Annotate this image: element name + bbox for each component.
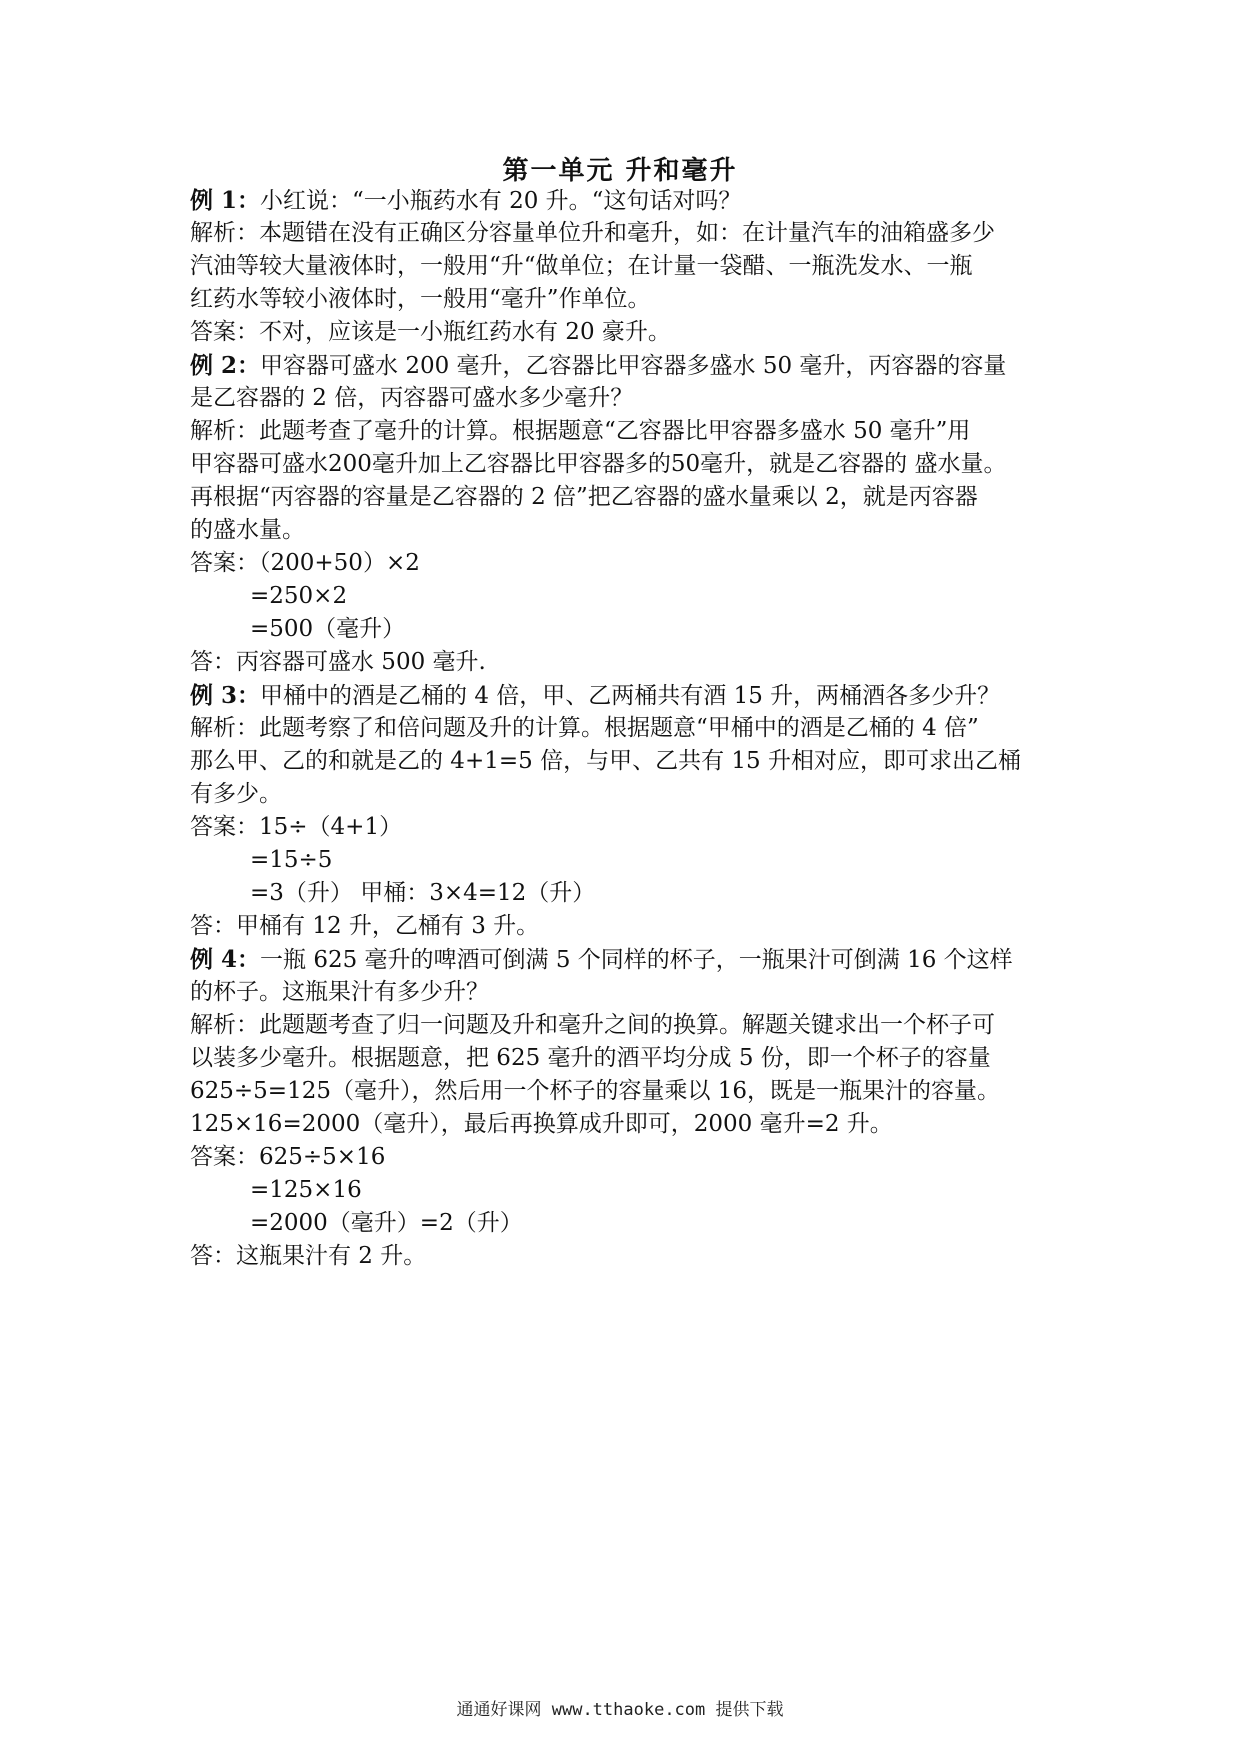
example-3-final-answer: 答：甲桶有 12 升，乙桶有 3 升。 [190,913,540,939]
example-1-question: 例 1：小红说：“一小瓶药水有 20 升。“这句话对吗？ [190,187,742,214]
example-2-label: 例 2： [190,352,261,379]
example-4-solution-line: =125×16 [250,1177,362,1203]
example-4-solution-line: 答案：625÷5×16 [190,1144,386,1170]
page-title: 第一单元 升和毫升 [502,156,738,186]
example-4-analysis-line: 625÷5=125（毫升），然后用一个杯子的容量乘以 16，既是一瓶果汁的容量。 [190,1078,1001,1104]
example-4-label: 例 4： [190,946,261,973]
example-2-question: 例 2：甲容器可盛水 200 毫升，乙容器比甲容器多盛水 50 毫升，丙容器的容量 [190,352,1007,379]
example-3-label: 例 3： [190,682,261,709]
example-2-analysis-line: 再根据“丙容器的容量是乙容器的 2 倍”把乙容器的盛水量乘以 2，就是丙容器 [190,484,978,510]
example-4-question: 例 4：一瓶 625 毫升的啤酒可倒满 5 个同样的杯子，一瓶果汁可倒满 16 个这样 [190,946,1013,973]
example-1-label: 例 1： [190,187,261,214]
example-2-solution-line: =500（毫升） [250,616,406,642]
example-2-analysis-line: 解析：此题考查了毫升的计算。根据题意“乙容器比甲容器多盛水 50 毫升”用 [190,418,971,444]
example-3-analysis-line: 有多少。 [190,781,282,807]
example-2-solution-line: 答案：（200+50）×2 [190,550,420,576]
example-2-solution-line: =250×2 [250,583,348,609]
example-3-question: 例 3：甲桶中的酒是乙桶的 4 倍，甲、乙两桶共有酒 15 升，两桶酒各多少升？ [190,682,1001,709]
example-3-analysis-line: 解析：此题考察了和倍问题及升的计算。根据题意“甲桶中的酒是乙桶的 4 倍” [190,715,979,741]
example-1-analysis-line: 红药水等较小液体时，一般用“毫升”作单位。 [190,286,651,312]
example-2-question-line: 是乙容器的 2 倍，丙容器可盛水多少毫升？ [190,385,634,411]
example-4-analysis-line: 解析：此题题考查了归一问题及升和毫升之间的换算。解题关键求出一个杯子可 [190,1012,995,1038]
example-4-final-answer: 答：这瓶果汁有 2 升。 [190,1243,427,1269]
example-1-analysis-line: 解析：本题错在没有正确区分容量单位升和毫升，如：在计量汽车的油箱盛多少 [190,220,995,246]
example-4-solution-line: =2000（毫升）=2（升） [250,1210,523,1236]
example-1-answer: 答案：不对，应该是一小瓶红药水有 20 豪升。 [190,319,671,345]
example-2-analysis-line: 甲容器可盛水200毫升加上乙容器比甲容器多的50毫升，就是乙容器的 盛水量。 [190,451,1007,477]
example-3-solution-line: =15÷5 [250,847,333,873]
example-1-analysis-line: 汽油等较大量液体时，一般用“升“做单位；在计量一袋醋、一瓶洗发水、一瓶 [190,253,973,279]
example-2-analysis-line: 的盛水量。 [190,517,305,543]
page-footer: 通通好课网 www.tthaoke.com 提供下载 [456,1700,784,1720]
example-3-analysis-line: 那么甲、乙的和就是乙的 4+1=5 倍，与甲、乙共有 15 升相对应，即可求出乙桶 [190,748,1021,774]
example-4-analysis-line: 以装多少毫升。根据题意，把 625 毫升的酒平均分成 5 份，即一个杯子的容量 [190,1045,991,1071]
example-3-solution-line: =3（升） 甲桶：3×4=12（升） [250,880,596,906]
example-3-solution-line: 答案：15÷（4+1） [190,814,403,840]
example-4-analysis-line: 125×16=2000（毫升），最后再换算成升即可，2000 毫升=2 升。 [190,1111,893,1137]
example-4-question-line: 的杯子。这瓶果汁有多少升？ [190,979,489,1005]
example-2-final-answer: 答：丙容器可盛水 500 毫升. [190,649,486,675]
document-body [190,184,1060,1273]
